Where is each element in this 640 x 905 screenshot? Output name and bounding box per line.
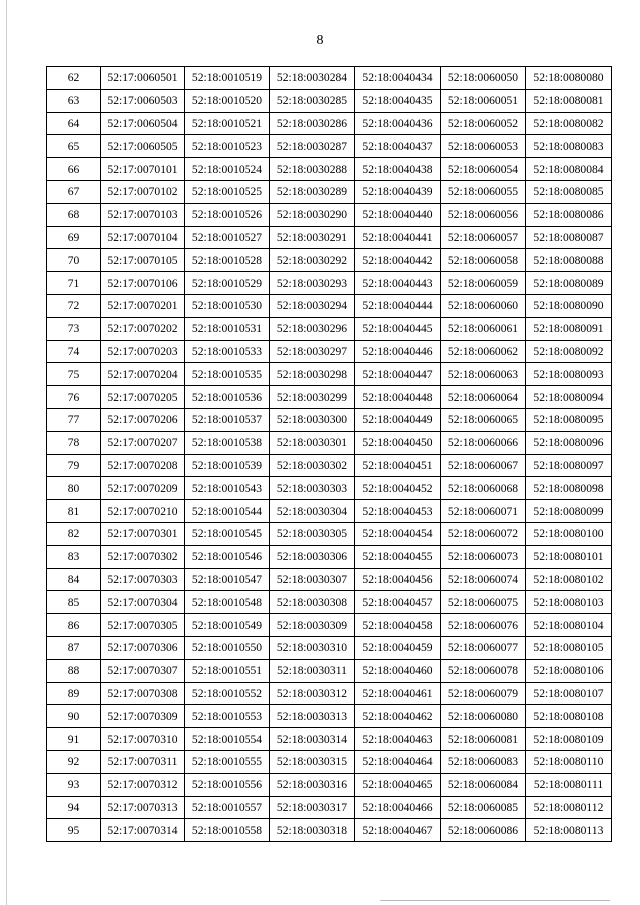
cadastral-number-cell: 52:18:0030309	[270, 614, 355, 637]
table-row	[47, 386, 612, 409]
cadastral-number-cell: 52:17:0070305	[101, 614, 185, 637]
cadastral-number-cell: 52:18:0010519	[185, 67, 270, 90]
cadastral-number-cell: 52:17:0070103	[101, 203, 185, 226]
cadastral-number-cell: 52:18:0010531	[185, 317, 270, 340]
cadastral-number-cell: 52:18:0080102	[526, 568, 612, 591]
cadastral-number-cell: 52:18:0080105	[526, 636, 612, 659]
cadastral-number-cell: 52:18:0060058	[441, 249, 526, 272]
cadastral-number-cell: 52:18:0030315	[270, 750, 355, 773]
row-number-cell: 88	[47, 659, 101, 682]
cadastral-number-cell: 52:18:0010520	[185, 89, 270, 112]
cadastral-number-cell: 52:18:0010527	[185, 226, 270, 249]
cadastral-number-cell: 52:17:0070314	[101, 819, 185, 842]
row-number-cell: 69	[47, 226, 101, 249]
cadastral-number-cell: 52:18:0040443	[355, 272, 441, 295]
cadastral-number-cell: 52:18:0080089	[526, 272, 612, 295]
table-row	[47, 408, 612, 431]
row-number-cell: 94	[47, 796, 101, 819]
cadastral-number-cell: 52:18:0040438	[355, 158, 441, 181]
scan-edge-line	[6, 0, 7, 905]
cadastral-number-cell: 52:18:0010558	[185, 819, 270, 842]
cadastral-number-cell: 52:18:0080111	[526, 773, 612, 796]
cadastral-number-cell: 52:18:0010557	[185, 796, 270, 819]
cadastral-number-cell: 52:18:0080110	[526, 750, 612, 773]
table-row	[47, 636, 612, 659]
cadastral-number-cell: 52:18:0040459	[355, 636, 441, 659]
cadastral-number-cell: 52:18:0080113	[526, 819, 612, 842]
cadastral-number-cell: 52:17:0070105	[101, 249, 185, 272]
cadastral-number-cell: 52:18:0080083	[526, 135, 612, 158]
cadastral-number-cell: 52:18:0040456	[355, 568, 441, 591]
row-number-cell: 74	[47, 340, 101, 363]
cadastral-number-cell: 52:17:0070310	[101, 728, 185, 751]
cadastral-number-cell: 52:18:0080097	[526, 454, 612, 477]
cadastral-number-cell: 52:18:0030287	[270, 135, 355, 158]
cadastral-number-cell: 52:17:0070311	[101, 750, 185, 773]
cadastral-number-cell: 52:18:0040451	[355, 454, 441, 477]
cadastral-number-cell: 52:18:0080106	[526, 659, 612, 682]
cadastral-number-cell: 52:18:0030298	[270, 363, 355, 386]
cadastral-number-cell: 52:18:0040435	[355, 89, 441, 112]
cadastral-number-cell: 52:18:0080109	[526, 728, 612, 751]
cadastral-number-cell: 52:18:0030286	[270, 112, 355, 135]
cadastral-number-cell: 52:18:0060063	[441, 363, 526, 386]
table-row	[47, 477, 612, 500]
cadastral-number-cell: 52:18:0010547	[185, 568, 270, 591]
table-row	[47, 363, 612, 386]
table-row	[47, 545, 612, 568]
cadastral-number-cell: 52:18:0010549	[185, 614, 270, 637]
cadastral-number-cell: 52:18:0080093	[526, 363, 612, 386]
cadastral-number-cell: 52:18:0010554	[185, 728, 270, 751]
cadastral-number-cell: 52:18:0080108	[526, 705, 612, 728]
cadastral-number-cell: 52:17:0070312	[101, 773, 185, 796]
table-row	[47, 89, 612, 112]
cadastral-number-cell: 52:18:0080112	[526, 796, 612, 819]
cadastral-number-cell: 52:18:0030290	[270, 203, 355, 226]
cadastral-number-cell: 52:18:0040450	[355, 431, 441, 454]
cadastral-number-cell: 52:18:0010536	[185, 386, 270, 409]
cadastral-number-cell: 52:18:0080095	[526, 408, 612, 431]
cadastral-number-cell: 52:18:0040449	[355, 408, 441, 431]
cadastral-number-cell: 52:18:0010556	[185, 773, 270, 796]
row-number-cell: 92	[47, 750, 101, 773]
cadastral-number-cell: 52:18:0010545	[185, 522, 270, 545]
table-row	[47, 203, 612, 226]
row-number-cell: 64	[47, 112, 101, 135]
cadastral-number-cell: 52:18:0080096	[526, 431, 612, 454]
cadastral-number-cell: 52:18:0080101	[526, 545, 612, 568]
cadastral-number-cell: 52:18:0080087	[526, 226, 612, 249]
cadastral-number-cell: 52:18:0060052	[441, 112, 526, 135]
cadastral-number-cell: 52:18:0040448	[355, 386, 441, 409]
cadastral-number-cell: 52:18:0010521	[185, 112, 270, 135]
cadastral-number-cell: 52:18:0040434	[355, 67, 441, 90]
cadastral-number-cell: 52:18:0030312	[270, 682, 355, 705]
page-number: 8	[316, 33, 324, 48]
cadastral-number-cell: 52:18:0060055	[441, 180, 526, 203]
cadastral-number-cell: 52:18:0060084	[441, 773, 526, 796]
cadastral-number-cell: 52:18:0060068	[441, 477, 526, 500]
row-number-cell: 75	[47, 363, 101, 386]
row-number-cell: 83	[47, 545, 101, 568]
table-row	[47, 591, 612, 614]
cadastral-number-cell: 52:18:0040437	[355, 135, 441, 158]
row-number-cell: 82	[47, 522, 101, 545]
cadastral-number-cell: 52:18:0030302	[270, 454, 355, 477]
cadastral-number-cell: 52:17:0060501	[101, 67, 185, 90]
cadastral-number-cell: 52:18:0060079	[441, 682, 526, 705]
cadastral-number-cell: 52:18:0060059	[441, 272, 526, 295]
cadastral-number-cell: 52:17:0070106	[101, 272, 185, 295]
cadastral-number-cell: 52:18:0030303	[270, 477, 355, 500]
cadastral-number-cell: 52:18:0010553	[185, 705, 270, 728]
row-number-cell: 93	[47, 773, 101, 796]
cadastral-number-cell: 52:18:0030305	[270, 522, 355, 545]
cadastral-number-cell: 52:18:0080085	[526, 180, 612, 203]
cadastral-number-cell: 52:18:0080086	[526, 203, 612, 226]
cadastral-number-cell: 52:18:0060066	[441, 431, 526, 454]
cadastral-number-cell: 52:18:0040466	[355, 796, 441, 819]
cadastral-number-cell: 52:18:0060075	[441, 591, 526, 614]
row-number-cell: 63	[47, 89, 101, 112]
table-row	[47, 112, 612, 135]
cadastral-number-cell: 52:18:0040457	[355, 591, 441, 614]
cadastral-number-cell: 52:18:0030289	[270, 180, 355, 203]
row-number-cell: 90	[47, 705, 101, 728]
cadastral-number-cell: 52:18:0080098	[526, 477, 612, 500]
cadastral-number-cell: 52:18:0040455	[355, 545, 441, 568]
cadastral-number-cell: 52:18:0040460	[355, 659, 441, 682]
row-number-cell: 67	[47, 180, 101, 203]
table-row	[47, 522, 612, 545]
row-number-cell: 84	[47, 568, 101, 591]
row-number-cell: 68	[47, 203, 101, 226]
cadastral-number-cell: 52:17:0070301	[101, 522, 185, 545]
table-row	[47, 158, 612, 181]
cadastral-number-cell: 52:18:0010537	[185, 408, 270, 431]
cadastral-number-cell: 52:18:0010552	[185, 682, 270, 705]
row-number-cell: 79	[47, 454, 101, 477]
cadastral-number-cell: 52:18:0030317	[270, 796, 355, 819]
table-row	[47, 340, 612, 363]
cadastral-number-cell: 52:18:0060051	[441, 89, 526, 112]
cadastral-number-cell: 52:18:0030296	[270, 317, 355, 340]
cadastral-number-cell: 52:18:0060085	[441, 796, 526, 819]
cadastral-number-cell: 52:18:0080103	[526, 591, 612, 614]
table-row	[47, 454, 612, 477]
cadastral-number-cell: 52:18:0040464	[355, 750, 441, 773]
cadastral-number-cell: 52:17:0070205	[101, 386, 185, 409]
cadastral-number-cell: 52:18:0010529	[185, 272, 270, 295]
cadastral-number-cell: 52:18:0030313	[270, 705, 355, 728]
cadastral-number-cell: 52:18:0030318	[270, 819, 355, 842]
cadastral-number-cell: 52:17:0070307	[101, 659, 185, 682]
cadastral-number-cell: 52:18:0040458	[355, 614, 441, 637]
cadastral-number-cell: 52:18:0060061	[441, 317, 526, 340]
cadastral-number-cell: 52:18:0010535	[185, 363, 270, 386]
row-number-cell: 62	[47, 67, 101, 90]
table-row	[47, 773, 612, 796]
table-row	[47, 614, 612, 637]
cadastral-number-cell: 52:18:0080082	[526, 112, 612, 135]
cadastral-number-cell: 52:17:0070202	[101, 317, 185, 340]
row-number-cell: 91	[47, 728, 101, 751]
cadastral-number-cell: 52:18:0030292	[270, 249, 355, 272]
table-row	[47, 659, 612, 682]
cadastral-number-cell: 52:18:0040446	[355, 340, 441, 363]
cadastral-number-cell: 52:18:0040447	[355, 363, 441, 386]
cadastral-number-cell: 52:17:0070207	[101, 431, 185, 454]
cadastral-number-cell: 52:18:0040465	[355, 773, 441, 796]
cadastral-number-cell: 52:18:0030307	[270, 568, 355, 591]
cadastral-number-cell: 52:18:0040441	[355, 226, 441, 249]
cadastral-number-cell: 52:18:0080104	[526, 614, 612, 637]
cadastral-number-cell: 52:18:0010544	[185, 500, 270, 523]
row-number-cell: 76	[47, 386, 101, 409]
table-row	[47, 568, 612, 591]
cadastral-number-cell: 52:18:0030314	[270, 728, 355, 751]
cadastral-number-cell: 52:17:0070203	[101, 340, 185, 363]
cadastral-number-cell: 52:18:0010533	[185, 340, 270, 363]
cadastral-number-cell: 52:18:0060056	[441, 203, 526, 226]
cadastral-number-cell: 52:18:0010530	[185, 294, 270, 317]
cadastral-number-cell: 52:18:0010555	[185, 750, 270, 773]
cadastral-number-cell: 52:18:0030293	[270, 272, 355, 295]
table-row	[47, 728, 612, 751]
scan-bottom-line	[380, 900, 610, 901]
cadastral-number-cell: 52:18:0030308	[270, 591, 355, 614]
cadastral-number-cell: 52:18:0040440	[355, 203, 441, 226]
cadastral-number-cell: 52:18:0060053	[441, 135, 526, 158]
table-row	[47, 796, 612, 819]
cadastral-number-cell: 52:18:0040461	[355, 682, 441, 705]
row-number-cell: 73	[47, 317, 101, 340]
cadastral-number-cell: 52:18:0080092	[526, 340, 612, 363]
cadastral-number-cell: 52:17:0070204	[101, 363, 185, 386]
cadastral-number-cell: 52:18:0060081	[441, 728, 526, 751]
cadastral-number-cell: 52:18:0030285	[270, 89, 355, 112]
cadastral-number-cell: 52:18:0060080	[441, 705, 526, 728]
row-number-cell: 86	[47, 614, 101, 637]
cadastral-number-cell: 52:18:0010524	[185, 158, 270, 181]
cadastral-number-cell: 52:18:0080084	[526, 158, 612, 181]
table-row	[47, 819, 612, 842]
row-number-cell: 81	[47, 500, 101, 523]
cadastral-number-cell: 52:17:0070104	[101, 226, 185, 249]
cadastral-number-cell: 52:18:0040444	[355, 294, 441, 317]
cadastral-number-cell: 52:18:0010539	[185, 454, 270, 477]
cadastral-number-cell: 52:18:0060050	[441, 67, 526, 90]
table-row	[47, 226, 612, 249]
row-number-cell: 80	[47, 477, 101, 500]
cadastral-number-cell: 52:18:0030299	[270, 386, 355, 409]
cadastral-number-cell: 52:18:0040467	[355, 819, 441, 842]
cadastral-number-cell: 52:18:0030294	[270, 294, 355, 317]
cadastral-number-cell: 52:17:0070101	[101, 158, 185, 181]
cadastral-number-cell: 52:18:0030297	[270, 340, 355, 363]
cadastral-number-cell: 52:18:0060054	[441, 158, 526, 181]
cadastral-number-cell: 52:18:0060086	[441, 819, 526, 842]
cadastral-number-cell: 52:18:0030300	[270, 408, 355, 431]
table-body	[47, 67, 612, 842]
cadastral-number-cell: 52:18:0060064	[441, 386, 526, 409]
cadastral-number-cell: 52:18:0080091	[526, 317, 612, 340]
table-row	[47, 500, 612, 523]
cadastral-number-cell: 52:17:0070209	[101, 477, 185, 500]
row-number-cell: 70	[47, 249, 101, 272]
cadastral-number-cell: 52:18:0060074	[441, 568, 526, 591]
cadastral-number-cell: 52:18:0040436	[355, 112, 441, 135]
cadastral-number-cell: 52:18:0080100	[526, 522, 612, 545]
table-row	[47, 705, 612, 728]
cadastral-number-cell: 52:17:0060503	[101, 89, 185, 112]
cadastral-number-cell: 52:18:0010548	[185, 591, 270, 614]
cadastral-number-cell: 52:17:0060504	[101, 112, 185, 135]
cadastral-number-cell: 52:18:0060076	[441, 614, 526, 637]
cadastral-number-cell: 52:18:0010550	[185, 636, 270, 659]
cadastral-number-cell: 52:17:0070302	[101, 545, 185, 568]
cadastral-number-cell: 52:18:0030301	[270, 431, 355, 454]
cadastral-number-cell: 52:18:0060077	[441, 636, 526, 659]
cadastral-number-cell: 52:18:0010538	[185, 431, 270, 454]
cadastral-number-cell: 52:18:0080080	[526, 67, 612, 90]
cadastral-number-cell: 52:18:0060078	[441, 659, 526, 682]
cadastral-number-cell: 52:18:0010523	[185, 135, 270, 158]
table-row	[47, 682, 612, 705]
cadastral-number-cell: 52:17:0070208	[101, 454, 185, 477]
cadastral-number-cell: 52:18:0080099	[526, 500, 612, 523]
table-row	[47, 294, 612, 317]
cadastral-number-cell: 52:17:0070308	[101, 682, 185, 705]
cadastral-number-cell: 52:18:0060060	[441, 294, 526, 317]
cadastral-number-cell: 52:18:0040454	[355, 522, 441, 545]
row-number-cell: 66	[47, 158, 101, 181]
cadastral-number-cell: 52:18:0040439	[355, 180, 441, 203]
cadastral-number-cell: 52:17:0070303	[101, 568, 185, 591]
cadastral-number-cell: 52:18:0060065	[441, 408, 526, 431]
row-number-cell: 95	[47, 819, 101, 842]
cadastral-number-cell: 52:18:0060062	[441, 340, 526, 363]
cadastral-number-cell: 52:17:0060505	[101, 135, 185, 158]
table-row	[47, 135, 612, 158]
cadastral-number-cell: 52:18:0030284	[270, 67, 355, 90]
cadastral-number-cell: 52:17:0070304	[101, 591, 185, 614]
cadastral-number-cell: 52:18:0040445	[355, 317, 441, 340]
cadastral-number-cell: 52:18:0080090	[526, 294, 612, 317]
cadastral-number-cell: 52:18:0060083	[441, 750, 526, 773]
cadastral-number-cell: 52:18:0010551	[185, 659, 270, 682]
row-number-cell: 78	[47, 431, 101, 454]
table-row	[47, 750, 612, 773]
row-number-cell: 89	[47, 682, 101, 705]
cadastral-number-cell: 52:18:0010528	[185, 249, 270, 272]
cadastral-number-cell: 52:18:0060071	[441, 500, 526, 523]
row-number-cell: 71	[47, 272, 101, 295]
cadastral-number-cell: 52:18:0080081	[526, 89, 612, 112]
cadastral-number-cell: 52:17:0070206	[101, 408, 185, 431]
table-row	[47, 180, 612, 203]
cadastral-number-cell: 52:18:0030316	[270, 773, 355, 796]
cadastral-number-cell: 52:18:0060067	[441, 454, 526, 477]
cadastral-number-cell: 52:18:0030304	[270, 500, 355, 523]
cadastral-numbers-table	[46, 66, 612, 842]
cadastral-number-cell: 52:18:0060057	[441, 226, 526, 249]
cadastral-number-cell: 52:18:0030311	[270, 659, 355, 682]
cadastral-number-cell: 52:18:0060073	[441, 545, 526, 568]
cadastral-number-cell: 52:18:0010543	[185, 477, 270, 500]
cadastral-number-cell: 52:18:0080094	[526, 386, 612, 409]
table-row	[47, 67, 612, 90]
cadastral-number-cell: 52:18:0030306	[270, 545, 355, 568]
cadastral-number-cell: 52:18:0030310	[270, 636, 355, 659]
cadastral-number-cell: 52:17:0070102	[101, 180, 185, 203]
row-number-cell: 87	[47, 636, 101, 659]
cadastral-number-cell: 52:18:0080107	[526, 682, 612, 705]
cadastral-number-cell: 52:18:0010546	[185, 545, 270, 568]
cadastral-number-cell: 52:17:0070309	[101, 705, 185, 728]
row-number-cell: 85	[47, 591, 101, 614]
row-number-cell: 65	[47, 135, 101, 158]
cadastral-number-cell: 52:18:0040463	[355, 728, 441, 751]
table-row	[47, 431, 612, 454]
cadastral-number-cell: 52:18:0030291	[270, 226, 355, 249]
cadastral-number-cell: 52:17:0070210	[101, 500, 185, 523]
cadastral-number-cell: 52:18:0040453	[355, 500, 441, 523]
cadastral-number-cell: 52:18:0040462	[355, 705, 441, 728]
cadastral-number-cell: 52:18:0030288	[270, 158, 355, 181]
table-row	[47, 317, 612, 340]
cadastral-number-cell: 52:17:0070313	[101, 796, 185, 819]
row-number-cell: 77	[47, 408, 101, 431]
table-row	[47, 272, 612, 295]
cadastral-number-cell: 52:18:0080088	[526, 249, 612, 272]
cadastral-number-cell: 52:17:0070201	[101, 294, 185, 317]
cadastral-number-cell: 52:17:0070306	[101, 636, 185, 659]
row-number-cell: 72	[47, 294, 101, 317]
cadastral-number-cell: 52:18:0040452	[355, 477, 441, 500]
cadastral-number-cell: 52:18:0060072	[441, 522, 526, 545]
cadastral-number-cell: 52:18:0010525	[185, 180, 270, 203]
cadastral-number-cell: 52:18:0040442	[355, 249, 441, 272]
cadastral-number-cell: 52:18:0010526	[185, 203, 270, 226]
table-row	[47, 249, 612, 272]
